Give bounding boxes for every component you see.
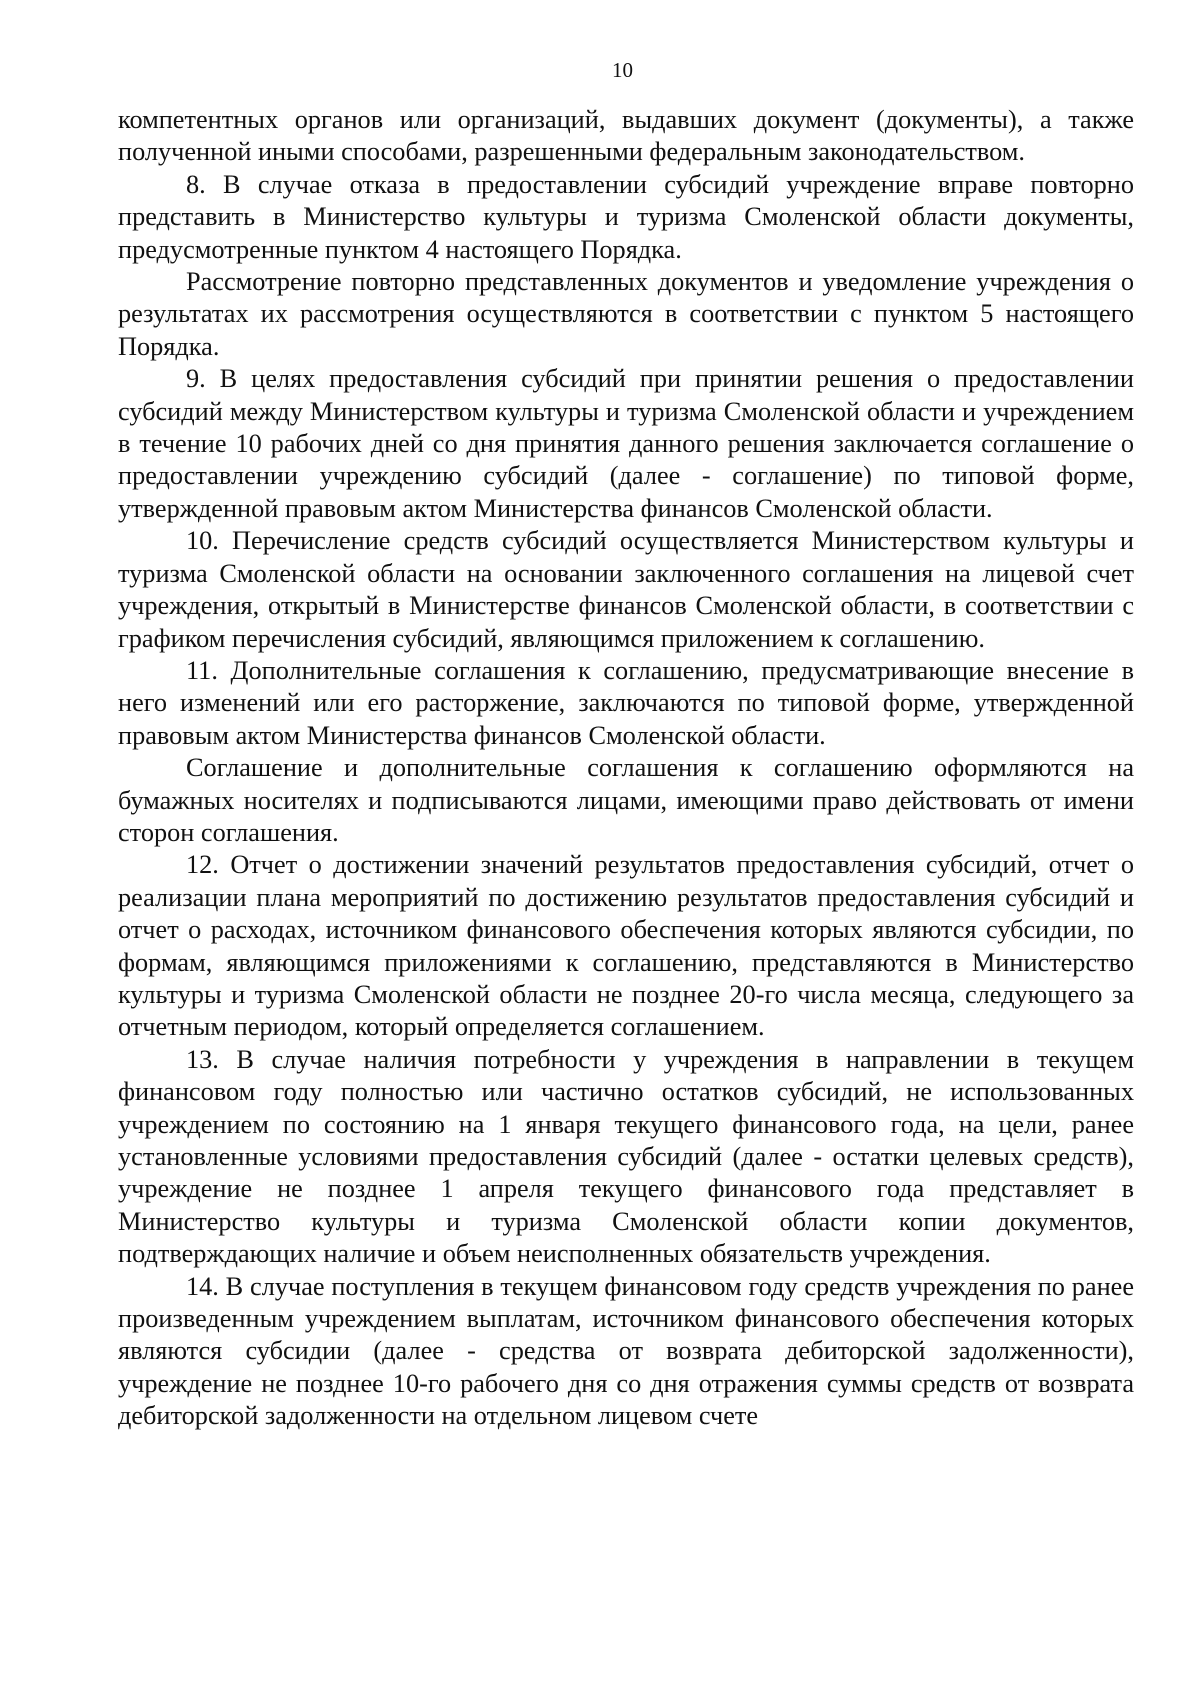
paragraph: 12. Отчет о достижении значений результатов предоставления субсидий, отчет о реализации плана мероприятий по достижению результатов предоставления субсидий и отчет о расходах, источником финансового обеспечения которых являются субсидии, по формам, являющимся приложениями к соглашению, представляются в Министерство культуры и туризма Смоленской области не позднее 20-го числа месяца, следующего за отчетным периодом, который определяется соглашением. xyxy=(118,850,1134,1042)
paragraph: 13. В случае наличия потребности у учреждения в направлении в текущем финансовом году полностью или частично остатков субсидий, не использованных учреждением по состоянию на 1 января текущего финансового года, на цели, ранее установленные условиями предоставления субсидий (далее - остатки целевых средств), учреждение не позднее 1 апреля текущего финансового года представляет в Министерство культуры и туризма Смоленской области копии документов, подтверждающих наличие и объем неисполненных обязательств учреждения. xyxy=(118,1044,1134,1269)
paragraph: Рассмотрение повторно представленных документов и уведомление учреждения о результатах их рассмотрения осуществляются в соответствии с пунктом 5 настоящего Порядка. xyxy=(118,267,1134,361)
paragraph: 8. В случае отказа в предоставлении субсидий учреждение вправе повторно представить в Министерство культуры и туризма Смоленской области документы, предусмотренные пунктом 4 настоящего Порядка. xyxy=(118,169,1134,264)
paragraph: 10. Перечисление средств субсидий осуществляется Министерством культуры и туризма Смоленской области на основании заключенного соглашения на лицевой счет учреждения, открытый в Министерстве финансов Смоленской области, в соответствии с графиком перечисления субсидий, являющимся приложением к соглашению. xyxy=(118,526,1134,653)
paragraph: Соглашение и дополнительные соглашения к соглашению оформляются на бумажных носителях и подписываются лицами, имеющими право действовать от имени сторон соглашения. xyxy=(118,753,1134,847)
paragraph: 9. В целях предоставления субсидий при принятии решения о предоставлении субсидий между Министерством культуры и туризма Смоленской области и учреждением в течение 10 рабочих дней со дня принятия данного решения заключается соглашение о предоставлении учреждению субсидий (далее - соглашение) по типовой форме, утвержденной правовым актом Министерства финансов Смоленской области. xyxy=(118,364,1134,523)
paragraph: 11. Дополнительные соглашения к соглашению, предусматривающие внесение в него изменений или его расторжение, заключаются по типовой форме, утвержденной правовым актом Министерства финансов Смоленской области. xyxy=(118,655,1134,750)
paragraph: компетентных органов или организаций, выдавших документ (документы), а также полученной иными способами, разрешенными федеральным законодательством. xyxy=(118,105,1134,167)
paragraph: 14. В случае поступления в текущем финансовом году средств учреждения по ранее произведенным учреждением выплатам, источником финансового обеспечения которых являются субсидии (далее - средства от возврата дебиторской задолженности), учреждение не позднее 10-го рабочего дня со дня отражения суммы средств от возврата дебиторской задолженности на отдельном лицевом счете xyxy=(118,1271,1134,1431)
page-number: 10 xyxy=(612,58,633,82)
document-body xyxy=(118,104,1134,1433)
